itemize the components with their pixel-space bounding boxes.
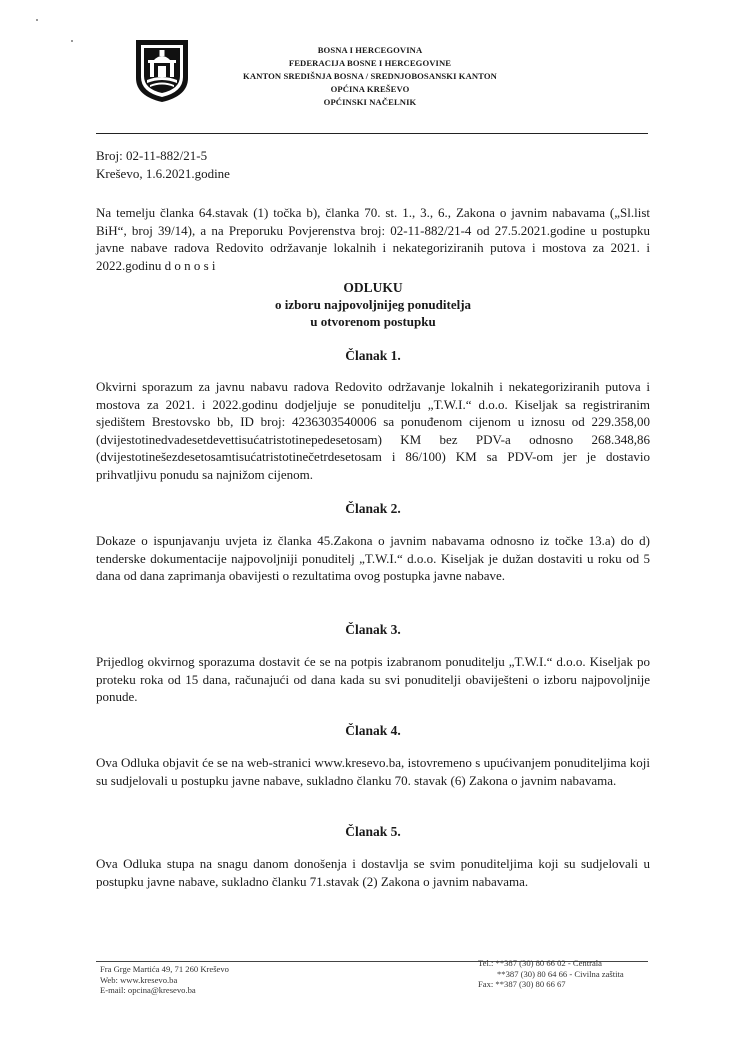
footer-web: Web: www.kresevo.ba (100, 974, 178, 985)
document-date: Kreševo, 1.6.2021.godine (96, 166, 230, 181)
footer-fax: Fax: **387 (30) 80 66 67 (478, 979, 566, 989)
header-line-canton: KANTON SREDIŠNJA BOSNA / SREDNJOBOSANSKI KANTON (243, 71, 497, 81)
header-line-federation: FEDERACIJA BOSNE I HERCEGOVINE (288, 58, 452, 68)
article-2-heading: Članak 2. (345, 501, 401, 516)
institution-header (200, 44, 540, 109)
header-line-country: BOSNA I HERCEGOVINA (317, 45, 423, 55)
article-2-text: Dokaze o ispunjavanju uvjeta iz članka 45.Zakona o javnim nabavama odnosno iz točke 13.a) do d) tenderske dokumentacije najpovoljniji ponuditelj „T.W.I.“ d.o.o. Kiseljak je dužan dostaviti u roku od 5 dana od dana zaprimanja obavijesti o rezultatima ovog postupka javne nabave. (96, 533, 650, 584)
footer-street: Fra Grge Martića 49, 71 260 Kreševo (100, 964, 229, 974)
article-4-heading: Članak 4. (345, 723, 401, 738)
decision-subtitle-2: u otvorenom postupku (310, 314, 436, 329)
article-5-text: Ova Odluka stupa na snagu danom donošenja i dostavlja se svim ponuditeljima koji su sudjelovali u postupku javne nabave, sukladno članku 71.stavak (2) Zakona o javnim nabavama. (96, 856, 650, 889)
article-1-text: Okvirni sporazum za javnu nabavu radova Redovito održavanje lokalnih i nekategoriziranih putova i mostova za 2021. i 2022.godinu dodjeljuje se ponuditelju „T.W.I.“ d.o.o. Kiseljak sa registriranim sjedištem Brestovsko bb, ID broj: 4236303540006 sa ponuđenom cijenom u iznosu od 229.358,00 (dvijestotinedvadesetdevettisućatristotinepedesetosam) KM bez PDV-a odnosno 268.348,86 (dvijestotinešezdesetosamtisućatristotinečetrdesetosam i 86/100) KM sa PDV-om jer je dostavio prihvatljivu ponudu sa najnižom cijenom. (96, 379, 650, 482)
footer-contacts (478, 958, 624, 990)
coat-of-arms-logo (134, 38, 190, 104)
article-4-text: Ova Odluka objavit će se na web-stranici www.kresevo.ba, istovremeno s upućivanjem ponuditeljima koji su sudjelovali u postupku javne nabave, sukladno članku 70. stavak (6) Zakona o javnim nabavama. (96, 755, 650, 788)
footer-tel-civil: **387 (30) 80 64 66 - Civilna zaštita (497, 968, 624, 979)
document-meta (96, 147, 230, 183)
footer-address (100, 964, 229, 996)
footer-email: E-mail: opcina@kresevo.ba (100, 985, 196, 995)
article-3-text: Prijedlog okvirnog sporazuma dostavit će se na potpis izabranom ponuditelju „T.W.I.“ d.o.o. Kiseljak po proteku roka od 15 dana, računajući od dana kada su svi ponuditelji obaviješteni o izboru najpovoljnije ponude. (96, 654, 650, 705)
article-3-heading: Članak 3. (345, 622, 401, 637)
header-divider (96, 133, 648, 134)
article-5-heading: Članak 5. (345, 824, 401, 839)
scan-speck (36, 19, 38, 21)
article-1-heading: Članak 1. (345, 348, 401, 363)
footer-tel-central: Tel.: **387 (30) 80 66 02 - Centrala (478, 958, 602, 968)
intro-paragraph: Na temelju članka 64.stavak (1) točka b), članka 70. st. 1., 3., 6., Zakona o javnim nabavama („Sl.list BiH“, broj 39/14), a na Preporuku Povjerenstva broj: 02-11-882/21-4 od 27.5.2021.godine u postupku javne nabave radova Redovito održavanje lokalnih i nekategoriziranih putova i mostova za 2021. i 2022.godinu d o n o s i (96, 205, 650, 273)
decision-subtitle-1: o izboru najpovoljnijeg ponuditelja (274, 297, 472, 312)
header-line-office: OPĆINSKI NAČELNIK (323, 97, 417, 107)
decision-title: ODLUKU (343, 280, 403, 295)
header-line-municipality: OPĆINA KREŠEVO (330, 84, 410, 94)
scan-speck (71, 40, 73, 42)
reference-number: Broj: 02-11-882/21-5 (96, 148, 208, 163)
